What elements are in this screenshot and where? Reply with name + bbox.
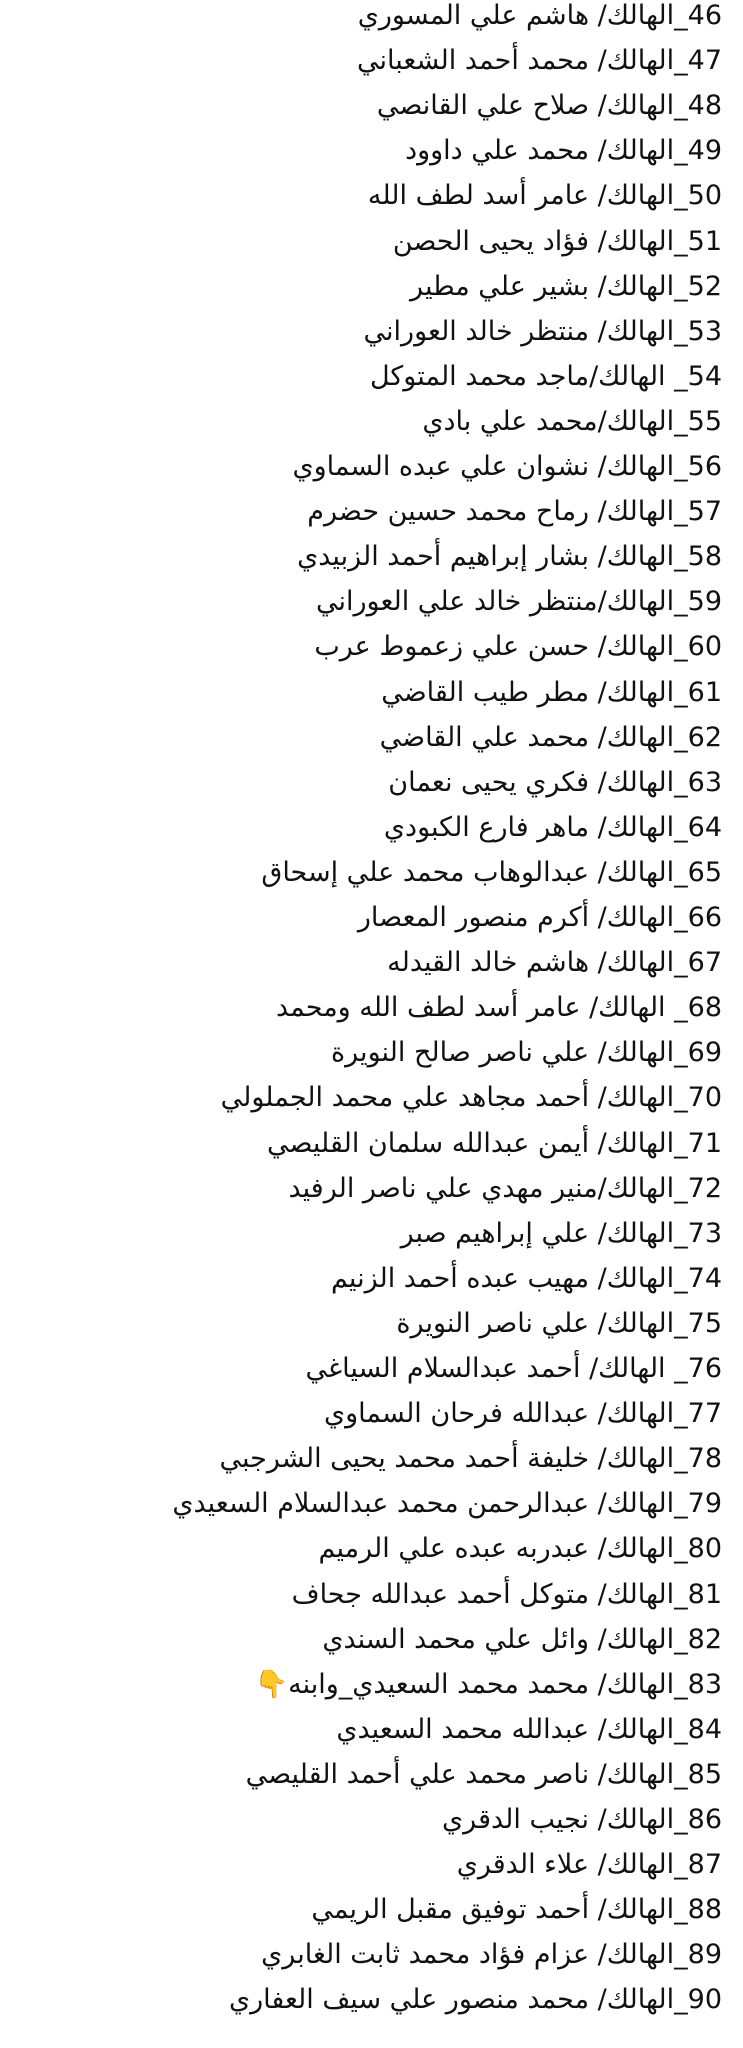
list-item: 55_الهالك/محمد علي بادي [422, 405, 722, 437]
list-item: 66_الهالك/ أكرم منصور المعصار [357, 902, 722, 933]
list-item: 53_الهالك/ منتظر خالد العوراني [363, 315, 722, 347]
list-item: 86_الهالك/ نجيب الدقري [442, 1804, 722, 1835]
list-item: 71_الهالك/ أيمن عبدالله سلمان القليصي [266, 1127, 722, 1159]
list-item: 70_الهالك/ أحمد مجاهد علي محمد الجملولي [220, 1082, 722, 1114]
list-item: 56_الهالك/ نشوان علي عبده السماوي [292, 451, 722, 482]
list-item: 87_الهالك/ علاء الدقري [456, 1849, 722, 1881]
list-item: 48_الهالك/ صلاح علي القانصي [376, 90, 722, 122]
list-item: 46_الهالك/ هاشم علي المسوري [357, 0, 722, 31]
list-item: 76_ الهالك/ أحمد عبدالسلام السياغي [305, 1353, 722, 1384]
list-item: 61_الهالك/ مطر طيب القاضي [381, 676, 722, 708]
list-item: 74_الهالك/ مهيب عبده أحمد الزنيم [330, 1262, 722, 1294]
list-item: 68_ الهالك/ عامر أسد لطف الله ومحمد [275, 992, 722, 1024]
list-item: 47_الهالك/ محمد أحمد الشعباني [357, 45, 722, 77]
list-item: 57_الهالك/ رماح محمد حسين حضرم [307, 496, 722, 528]
list-item: 63_الهالك/ فكري يحيى نعمان [388, 766, 722, 798]
list-item: 62_الهالك/ محمد علي القاضي [379, 721, 722, 753]
list-item: 60_الهالك/ حسن علي زعموط عرب [314, 631, 722, 663]
list-item: 73_الهالك/ علي إبراهيم صبر [400, 1217, 722, 1249]
list-item: 59_الهالك/منتظر خالد علي العوراني [315, 586, 722, 618]
list-item: 67_الهالك/ هاشم خالد القيدله [387, 947, 722, 979]
list-item: 54_ الهالك/ماجد محمد المتوكل [369, 360, 722, 392]
list-item: 82_الهالك/ وائل علي محمد السندي [322, 1623, 722, 1655]
list-item: 49_الهالك/ محمد علي داوود [405, 135, 722, 167]
list-item: 81_الهالك/ متوكل أحمد عبدالله جحاف [291, 1578, 722, 1610]
list-item: 90_الهالك/ محمد منصور علي سيف العفاري [228, 1984, 722, 2016]
list-item: 79_الهالك/ عبدالرحمن محمد عبدالسلام السعيدي [172, 1488, 722, 1520]
list-item: 51_الهالك/ فؤاد يحيى الحصن [392, 225, 722, 257]
list-item: 75_الهالك/ علي ناصر النويرة [396, 1307, 722, 1339]
list-item: 72_الهالك/منير مهدي علي ناصر الرفيد [288, 1172, 722, 1204]
list-item: 83_الهالك/ محمد محمد السعيدي_وابنه👇 [254, 1668, 722, 1700]
list-item: 77_الهالك/ عبدالله فرحان السماوي [323, 1398, 722, 1430]
list-item: 64_الهالك/ ماهر فارع الكبودي [383, 811, 722, 843]
list-item: 65_الهالك/ عبدالوهاب محمد علي إسحاق [261, 856, 722, 888]
list-item: 69_الهالك/ علي ناصر صالح النويرة [331, 1037, 722, 1069]
list-item: 78_الهالك/ خليفة أحمد محمد يحيى الشرجبي [219, 1443, 722, 1475]
list-item: 50_الهالك/ عامر أسد لطف الله [367, 180, 722, 212]
list-item: 84_الهالك/ عبدالله محمد السعيدي [336, 1713, 722, 1745]
list-item: 88_الهالك/ أحمد توفيق مقبل الريمي [311, 1894, 722, 1926]
list-item: 89_الهالك/ عزام فؤاد محمد ثابت الغابري [261, 1939, 722, 1971]
list-item: 80_الهالك/ عبدربه عبده علي الرميم [318, 1533, 722, 1565]
list-item: 58_الهالك/ بشار إبراهيم أحمد الزبيدي [297, 541, 722, 573]
list-item: 85_الهالك/ ناصر محمد علي أحمد القليصي [245, 1758, 722, 1790]
list-item: 52_الهالك/ بشير علي مطير [410, 270, 722, 302]
